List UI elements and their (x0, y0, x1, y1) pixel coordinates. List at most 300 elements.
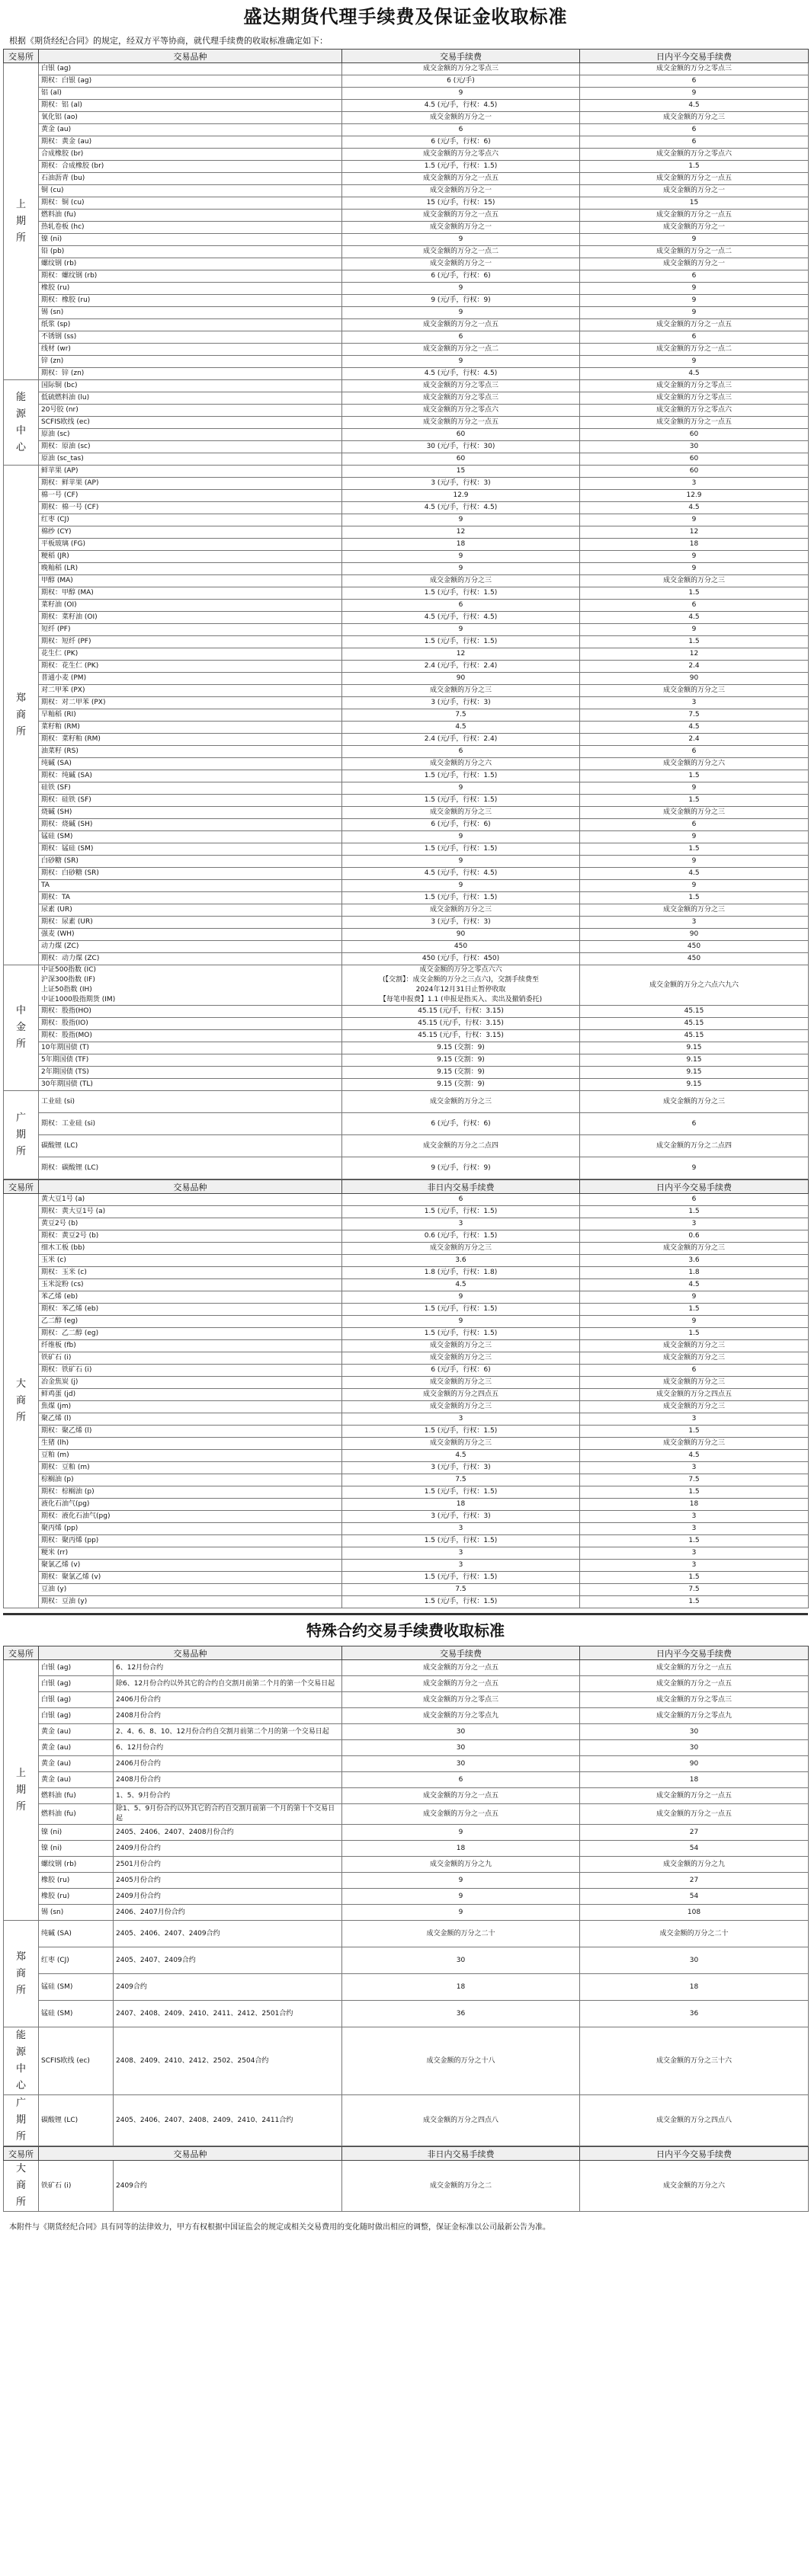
header-product: 交易品种 (39, 1180, 342, 1194)
table-row (4, 1113, 809, 1135)
product-cell: 纤维板 (fb) (39, 1340, 342, 1352)
fee-cell: 45.15 (元/手，行权：3.15) (342, 1030, 580, 1042)
table-row (4, 1692, 809, 1708)
fee-cell: 2.4 (元/手，行权：2.4) (342, 734, 580, 746)
fee-cell: 4.5 (元/手，行权：4.5) (342, 868, 580, 880)
fee-cell (342, 965, 580, 1006)
table-row (4, 344, 809, 356)
contract-cell: 2408月份合约 (114, 1708, 342, 1724)
intraday-fee-cell: 9 (580, 856, 809, 868)
product-cell: 鲜鸡蛋 (jd) (39, 1389, 342, 1401)
product-cell: 锡 (sn) (39, 307, 342, 319)
product-cell: 油菜籽 (RS) (39, 746, 342, 758)
fee-cell: 7.5 (342, 1584, 580, 1596)
table-row (4, 2027, 809, 2095)
table-row (4, 1067, 809, 1079)
intraday-fee-cell: 45.15 (580, 1018, 809, 1030)
product-cell: 铁矿石 (i) (39, 2161, 114, 2212)
intraday-fee-cell: 1.5 (580, 1486, 809, 1499)
intraday-fee-cell: 4.5 (580, 100, 809, 112)
intraday-fee-cell: 成交金额的万分之三 (580, 807, 809, 819)
table-row (4, 1547, 809, 1560)
fee-cell: 12 (342, 648, 580, 661)
fee-cell: 9 (342, 563, 580, 575)
header-intraday: 日内平今交易手续费 (580, 2147, 809, 2161)
intraday-fee-cell: 3 (580, 478, 809, 490)
intraday-fee-cell: 4.5 (580, 868, 809, 880)
fee-cell: 成交金额的万分之三 (342, 1091, 580, 1113)
table-row (4, 624, 809, 636)
fee-cell: 45.15 (元/手，行权：3.15) (342, 1018, 580, 1030)
product-cell: 铁矿石 (i) (39, 1352, 342, 1365)
table-row (4, 1255, 809, 1267)
header-intraday: 日内平今交易手续费 (580, 50, 809, 63)
fee-cell: 成交金额的万分之一点五 (342, 417, 580, 429)
exchange-cell (4, 1194, 39, 1608)
intraday-fee-cell: 1.5 (580, 795, 809, 807)
intraday-fee-cell: 9 (580, 283, 809, 295)
header-product: 交易品种 (39, 1646, 342, 1660)
table-row (4, 1243, 809, 1255)
intraday-fee-cell: 成交金额的万分之零点三 (580, 392, 809, 405)
product-cell: SCFIS欧线 (ec) (39, 417, 342, 429)
table-row (4, 819, 809, 831)
fee-cell: 成交金额的万分之一点二 (342, 246, 580, 258)
intraday-fee-cell: 1.5 (580, 843, 809, 856)
contract-cell: 2501月份合约 (114, 1857, 342, 1873)
fee-cell: 1.5 (元/手，行权：1.5) (342, 587, 580, 600)
table-row (4, 526, 809, 539)
intraday-fee-cell: 成交金额的万分之三 (580, 1340, 809, 1352)
fee-cell: 3 (342, 1218, 580, 1230)
fee-cell: 成交金额的万分之三 (342, 1352, 580, 1365)
product-cell: 红枣 (CJ) (39, 1947, 114, 1974)
fee-cell: 9 (342, 234, 580, 246)
contract-cell: 2409月份合约 (114, 1841, 342, 1857)
product-cell: 花生仁 (PK) (39, 648, 342, 661)
table-row (4, 417, 809, 429)
fee-cell: 4.5 (元/手，行权：4.5) (342, 368, 580, 380)
fee-cell: 成交金额的万分之零点三 (342, 63, 580, 75)
fee-cell: 1.5 (元/手，行权：1.5) (342, 1304, 580, 1316)
table-row (4, 1511, 809, 1523)
product-cell: 生猪 (lh) (39, 1438, 342, 1450)
contract-cell: 2409合约 (114, 2161, 342, 2212)
fee-cell: 1.5 (元/手，行权：1.5) (342, 770, 580, 782)
table-row (4, 1328, 809, 1340)
product-cell: 白银 (ag) (39, 1660, 114, 1676)
exchange-label: 广期所 (15, 2098, 26, 2142)
fee-cell: 6 (342, 600, 580, 612)
product-cell: 甲醇 (MA) (39, 575, 342, 587)
product-cell: 工业硅 (si) (39, 1091, 342, 1113)
product-cell: 聚丙烯 (pp) (39, 1523, 342, 1535)
fee-cell: 成交金额的万分之二 (342, 2161, 580, 2212)
fee-cell: 9 (342, 307, 580, 319)
product-cell: 碳酸锂 (LC) (39, 1135, 342, 1157)
product-cell: 黄豆2号 (b) (39, 1218, 342, 1230)
special-table-body (4, 1660, 809, 2146)
fee-cell: 1.5 (元/手，行权：1.5) (342, 1596, 580, 1608)
special-title: 特殊合约交易手续费收取标准 (3, 1613, 808, 1646)
product-cell: 锰硅 (SM) (39, 831, 342, 843)
intraday-fee-cell: 成交金额的万分之一点五 (580, 1660, 809, 1676)
fee-cell: 9.15 (交割：9) (342, 1079, 580, 1091)
product-cell: 期权：黄豆2号 (b) (39, 1230, 342, 1243)
table-row (4, 356, 809, 368)
table-row (4, 1708, 809, 1724)
fee-cell: 30 (342, 1947, 580, 1974)
table-row (4, 880, 809, 892)
product-cell: 期权：股指(MO) (39, 1030, 342, 1042)
table-row (4, 453, 809, 466)
fee-cell: 90 (342, 673, 580, 685)
fee-cell: 成交金额的万分之九 (342, 1857, 580, 1873)
intraday-fee-cell: 2.4 (580, 661, 809, 673)
contract-cell: 6、12月份合约 (114, 1740, 342, 1756)
intraday-fee-cell: 9.15 (580, 1054, 809, 1067)
fee-cell: 9 (342, 831, 580, 843)
intraday-fee-cell: 1.5 (580, 1206, 809, 1218)
special-dce-table (3, 2146, 809, 2212)
intraday-fee-cell: 12 (580, 648, 809, 661)
table-row (4, 1157, 809, 1179)
product-cell: SCFIS欧线 (ec) (39, 2027, 114, 2095)
intraday-fee-cell: 15 (580, 197, 809, 210)
intraday-fee-cell: 4.5 (580, 612, 809, 624)
table-row (4, 368, 809, 380)
intraday-fee-cell: 1.5 (580, 161, 809, 173)
intraday-fee-cell: 90 (580, 1756, 809, 1772)
header-exchange: 交易所 (4, 50, 39, 63)
table-row (4, 697, 809, 709)
table-row (4, 929, 809, 941)
fee-cell: 成交金额的万分之一 (342, 258, 580, 270)
table-row (4, 636, 809, 648)
header-product: 交易品种 (39, 2147, 342, 2161)
intraday-fee-cell: 成交金额的万分之三十六 (580, 2027, 809, 2095)
table-row (4, 246, 809, 258)
table-row (4, 1006, 809, 1018)
table-header-row (4, 50, 809, 63)
fee-cell: 30 (342, 1724, 580, 1740)
fee-cell: 成交金额的万分之一点五 (342, 173, 580, 185)
intraday-fee-cell: 成交金额的万分之零点三 (580, 63, 809, 75)
intraday-fee-cell: 1.5 (580, 892, 809, 904)
product-cell: 燃料油 (fu) (39, 210, 342, 222)
product-cell: 晚籼稻 (LR) (39, 563, 342, 575)
fee-cell: 成交金额的万分之一 (342, 185, 580, 197)
intraday-fee-cell: 6 (580, 270, 809, 283)
intraday-fee-cell: 30 (580, 1724, 809, 1740)
contract-cell: 2405、2407、2409合约 (114, 1947, 342, 1974)
fee-cell: 18 (342, 1499, 580, 1511)
fee-cell: 9 (342, 1905, 580, 1921)
table-row (4, 1413, 809, 1426)
intraday-fee-cell: 成交金额的万分之六点六九六 (580, 965, 809, 1006)
fee-cell: 9 (342, 1291, 580, 1304)
table-row (4, 539, 809, 551)
fee-cell: 成交金额的万分之三 (342, 575, 580, 587)
fee-cell: 成交金额的万分之零点六 (342, 149, 580, 161)
intraday-fee-cell: 60 (580, 466, 809, 478)
intraday-fee-cell: 90 (580, 929, 809, 941)
product-cell: 棉一号 (CF) (39, 490, 342, 502)
intraday-fee-cell: 3 (580, 1511, 809, 1523)
exchange-cell (4, 63, 39, 380)
table-row (4, 1873, 809, 1889)
fee-cell: 9 (342, 1889, 580, 1905)
product-cell: 烧碱 (SH) (39, 807, 342, 819)
intraday-fee-cell: 成交金额的万分之三 (580, 1401, 809, 1413)
fee-cell: 成交金额的万分之一点五 (342, 210, 580, 222)
contract-cell: 2409月份合约 (114, 1889, 342, 1905)
exchange-cell (4, 2095, 39, 2146)
intro-text: 根据《期货经纪合同》的规定，经双方平等协商，就代理手续费的收取标准确定如下： (9, 36, 328, 46)
table-row (4, 173, 809, 185)
table-row (4, 831, 809, 843)
fee-cell: 成交金额的万分之一点五 (342, 1660, 580, 1676)
intraday-fee-cell: 成交金额的万分之零点三 (580, 380, 809, 392)
intraday-fee-cell: 3 (580, 697, 809, 709)
fee-cell: 30 (342, 1740, 580, 1756)
intraday-fee-cell: 9 (580, 307, 809, 319)
contract-cell: 2405、2406、2407、2409合约 (114, 1921, 342, 1947)
intraday-fee-cell: 9 (580, 295, 809, 307)
intraday-fee-cell: 3 (580, 1547, 809, 1560)
fee-cell: 9 (元/手，行权：9) (342, 295, 580, 307)
table-row (4, 514, 809, 526)
fee-cell: 18 (342, 539, 580, 551)
table-row (4, 575, 809, 587)
table-row (4, 1018, 809, 1030)
table-row (4, 1194, 809, 1206)
product-cell: 期权：聚乙烯 (l) (39, 1426, 342, 1438)
fee-cell: 成交金额的万分之三 (342, 1243, 580, 1255)
fee-cell: 12 (342, 526, 580, 539)
table-row (4, 2095, 809, 2146)
fee-cell: 15 (元/手，行权：15) (342, 197, 580, 210)
table-row (4, 1788, 809, 1804)
table-row (4, 258, 809, 270)
intraday-fee-cell: 4.5 (580, 1450, 809, 1462)
fee-cell: 成交金额的万分之十八 (342, 2027, 580, 2095)
table-row (4, 490, 809, 502)
product-cell: 硅铁 (SF) (39, 782, 342, 795)
fee-cell: 3.6 (342, 1255, 580, 1267)
intraday-fee-cell: 12.9 (580, 490, 809, 502)
product-cell: 聚乙烯 (l) (39, 1413, 342, 1426)
intraday-fee-cell: 3 (580, 1218, 809, 1230)
intraday-fee-cell: 成交金额的万分之六 (580, 2161, 809, 2212)
header-fee-nonintraday: 非日内交易手续费 (342, 2147, 580, 2161)
intraday-fee-cell: 成交金额的万分之四点五 (580, 1389, 809, 1401)
table-row (4, 746, 809, 758)
intraday-fee-cell: 1.5 (580, 587, 809, 600)
product-cell: 热轧卷板 (hc) (39, 222, 342, 234)
product-cell: 期权：螺纹钢 (rb) (39, 270, 342, 283)
fee-cell: 1.5 (元/手，行权：1.5) (342, 795, 580, 807)
fee-cell: 成交金额的万分之三 (342, 807, 580, 819)
table-row (4, 466, 809, 478)
product-cell: 期权：甲醇 (MA) (39, 587, 342, 600)
product-cell: 白砂糖 (SR) (39, 856, 342, 868)
table-row (4, 270, 809, 283)
table-row (4, 1091, 809, 1113)
intraday-fee-cell: 成交金额的万分之三 (580, 1243, 809, 1255)
fee-cell: 3 (342, 1413, 580, 1426)
product-cell: 锰硅 (SM) (39, 1974, 114, 2001)
product-cell: 短纤 (PF) (39, 624, 342, 636)
product-cell: 黄大豆1号 (a) (39, 1194, 342, 1206)
product-cell: 期权：原油 (sc) (39, 441, 342, 453)
fee-cell: 6 (342, 331, 580, 344)
product-cell: 黄金 (au) (39, 1756, 114, 1772)
intraday-fee-cell: 18 (580, 1772, 809, 1788)
intraday-fee-cell: 3 (580, 1560, 809, 1572)
fee-cell: 成交金额的万分之一 (342, 222, 580, 234)
fee-cell: 成交金额的万分之六 (342, 758, 580, 770)
table-row (4, 1279, 809, 1291)
fee-cell: 成交金额的万分之一点五 (342, 1788, 580, 1804)
intraday-fee-cell: 成交金额的万分之零点六 (580, 149, 809, 161)
fee-cell: 成交金额的万分之四点八 (342, 2095, 580, 2146)
table-row (4, 307, 809, 319)
product-cell: 豆油 (y) (39, 1584, 342, 1596)
fee-cell: 9.15 (交割：9) (342, 1042, 580, 1054)
table-row (4, 917, 809, 929)
intraday-fee-cell: 3 (580, 917, 809, 929)
fee-cell: 4.5 (元/手，行权：4.5) (342, 502, 580, 514)
intraday-fee-cell: 成交金额的万分之一 (580, 222, 809, 234)
product-cell: 期权：工业硅 (si) (39, 1113, 342, 1135)
intraday-fee-cell: 9 (580, 234, 809, 246)
table-row (4, 319, 809, 331)
table-row (4, 1740, 809, 1756)
fee-cell: 1.8 (元/手，行权：1.8) (342, 1267, 580, 1279)
header-intraday: 日内平今交易手续费 (580, 1646, 809, 1660)
fee-cell: 6 (342, 1772, 580, 1788)
fee-cell: 18 (342, 1974, 580, 2001)
special-dce-table-body (4, 2161, 809, 2212)
intraday-fee-cell: 108 (580, 1905, 809, 1921)
fee-cell: 9 (342, 880, 580, 892)
table-row (4, 88, 809, 100)
intraday-fee-cell: 4.5 (580, 368, 809, 380)
table-row (4, 1596, 809, 1608)
product-cell: 豆粕 (m) (39, 1450, 342, 1462)
product-cell: 期权：纯碱 (SA) (39, 770, 342, 782)
product-cell: 期权：橡胶 (ru) (39, 295, 342, 307)
page-title: 盛达期货代理手续费及保证金收取标准 (243, 5, 568, 27)
intraday-fee-cell: 18 (580, 539, 809, 551)
exchange-label: 上期所 (15, 198, 26, 244)
fee-cell: 成交金额的万分之三 (342, 1438, 580, 1450)
product-cell: 期权：烧碱 (SH) (39, 819, 342, 831)
intraday-fee-cell: 9 (580, 880, 809, 892)
fee-table (3, 49, 809, 1179)
intraday-fee-cell: 18 (580, 1974, 809, 2001)
table-row (4, 1825, 809, 1841)
intraday-fee-cell: 450 (580, 941, 809, 953)
table-row (4, 210, 809, 222)
table-row (4, 807, 809, 819)
intraday-fee-cell: 成交金额的万分之三 (580, 1438, 809, 1450)
product-cell: 期权：聚氯乙烯 (v) (39, 1572, 342, 1584)
table-row (4, 1206, 809, 1218)
intraday-fee-cell: 1.5 (580, 1572, 809, 1584)
product-cell: 期权：动力煤 (ZC) (39, 953, 342, 965)
fee-cell: 9 (342, 88, 580, 100)
intraday-fee-cell: 9 (580, 624, 809, 636)
fee-cell: 60 (342, 453, 580, 466)
table-row (4, 673, 809, 685)
product-cell: 锡 (sn) (39, 1905, 114, 1921)
product-cell: 平板玻璃 (FG) (39, 539, 342, 551)
fee-cell: 18 (342, 1841, 580, 1857)
table-row (4, 1304, 809, 1316)
table-row (4, 1340, 809, 1352)
fee-cell: 9.15 (交割：9) (342, 1067, 580, 1079)
fee-cell: 成交金额的万分之二十 (342, 1921, 580, 1947)
product-cell: 期权：菜籽油 (OI) (39, 612, 342, 624)
fee-cell: 6 (元/手，行权：6) (342, 270, 580, 283)
fee-cell: 成交金额的万分之三 (342, 1401, 580, 1413)
product-cell: 螺纹钢 (rb) (39, 1857, 114, 1873)
contract-cell: 除1、5、9月份合约以外其它的合约自交割月前第一个月的第十个交易日起 (114, 1804, 342, 1825)
product-cell: 尿素 (UR) (39, 904, 342, 917)
table-row (4, 648, 809, 661)
fee-cell: 成交金额的万分之一点二 (342, 344, 580, 356)
header-intraday: 日内平今交易手续费 (580, 1180, 809, 1194)
contract-cell: 2、4、6、8、10、12月份合约自交割月前第二个月的第一个交易日起 (114, 1724, 342, 1740)
fee-cell: 30 (元/手，行权：30) (342, 441, 580, 453)
product-cell: 期权：黄金 (au) (39, 136, 342, 149)
table-row (4, 953, 809, 965)
product-cell: 聚氯乙烯 (v) (39, 1560, 342, 1572)
table-row (4, 868, 809, 880)
product-cell: 燃料油 (fu) (39, 1788, 114, 1804)
table-row (4, 1905, 809, 1921)
intraday-fee-cell: 成交金额的万分之一点五 (580, 1676, 809, 1692)
fee-cell: 成交金额的万分之二点四 (342, 1135, 580, 1157)
header-exchange: 交易所 (4, 2147, 39, 2161)
fee-cell: 成交金额的万分之零点三 (342, 380, 580, 392)
product-cell: 期权：苯乙烯 (eb) (39, 1304, 342, 1316)
exchange-label: 广期所 (15, 1112, 26, 1157)
intraday-fee-cell: 9 (580, 782, 809, 795)
product-cell: 期权：股指(IO) (39, 1018, 342, 1030)
fee-cell: 9 (元/手，行权：9) (342, 1157, 580, 1179)
exchange-cell (4, 965, 39, 1091)
product-cell: 铅 (pb) (39, 246, 342, 258)
product-cell: 期权：股指(HO) (39, 1006, 342, 1018)
table-row (4, 1535, 809, 1547)
intraday-fee-cell: 成交金额的万分之三 (580, 1352, 809, 1365)
exchange-cell (4, 1660, 39, 1921)
intraday-fee-cell: 成交金额的万分之三 (580, 575, 809, 587)
fee-cell: 9 (342, 283, 580, 295)
intraday-fee-cell: 成交金额的万分之六 (580, 758, 809, 770)
fee-cell: 7.5 (342, 709, 580, 722)
product-cell: 焦煤 (jm) (39, 1401, 342, 1413)
header-product: 交易品种 (39, 50, 342, 63)
intraday-fee-cell: 6 (580, 1194, 809, 1206)
contract-cell: 2405、2406、2407、2408月份合约 (114, 1825, 342, 1841)
fee-cell: 6 (元/手，行权：6) (342, 1113, 580, 1135)
product-cell: 玉米 (c) (39, 1255, 342, 1267)
intraday-fee-cell: 450 (580, 953, 809, 965)
